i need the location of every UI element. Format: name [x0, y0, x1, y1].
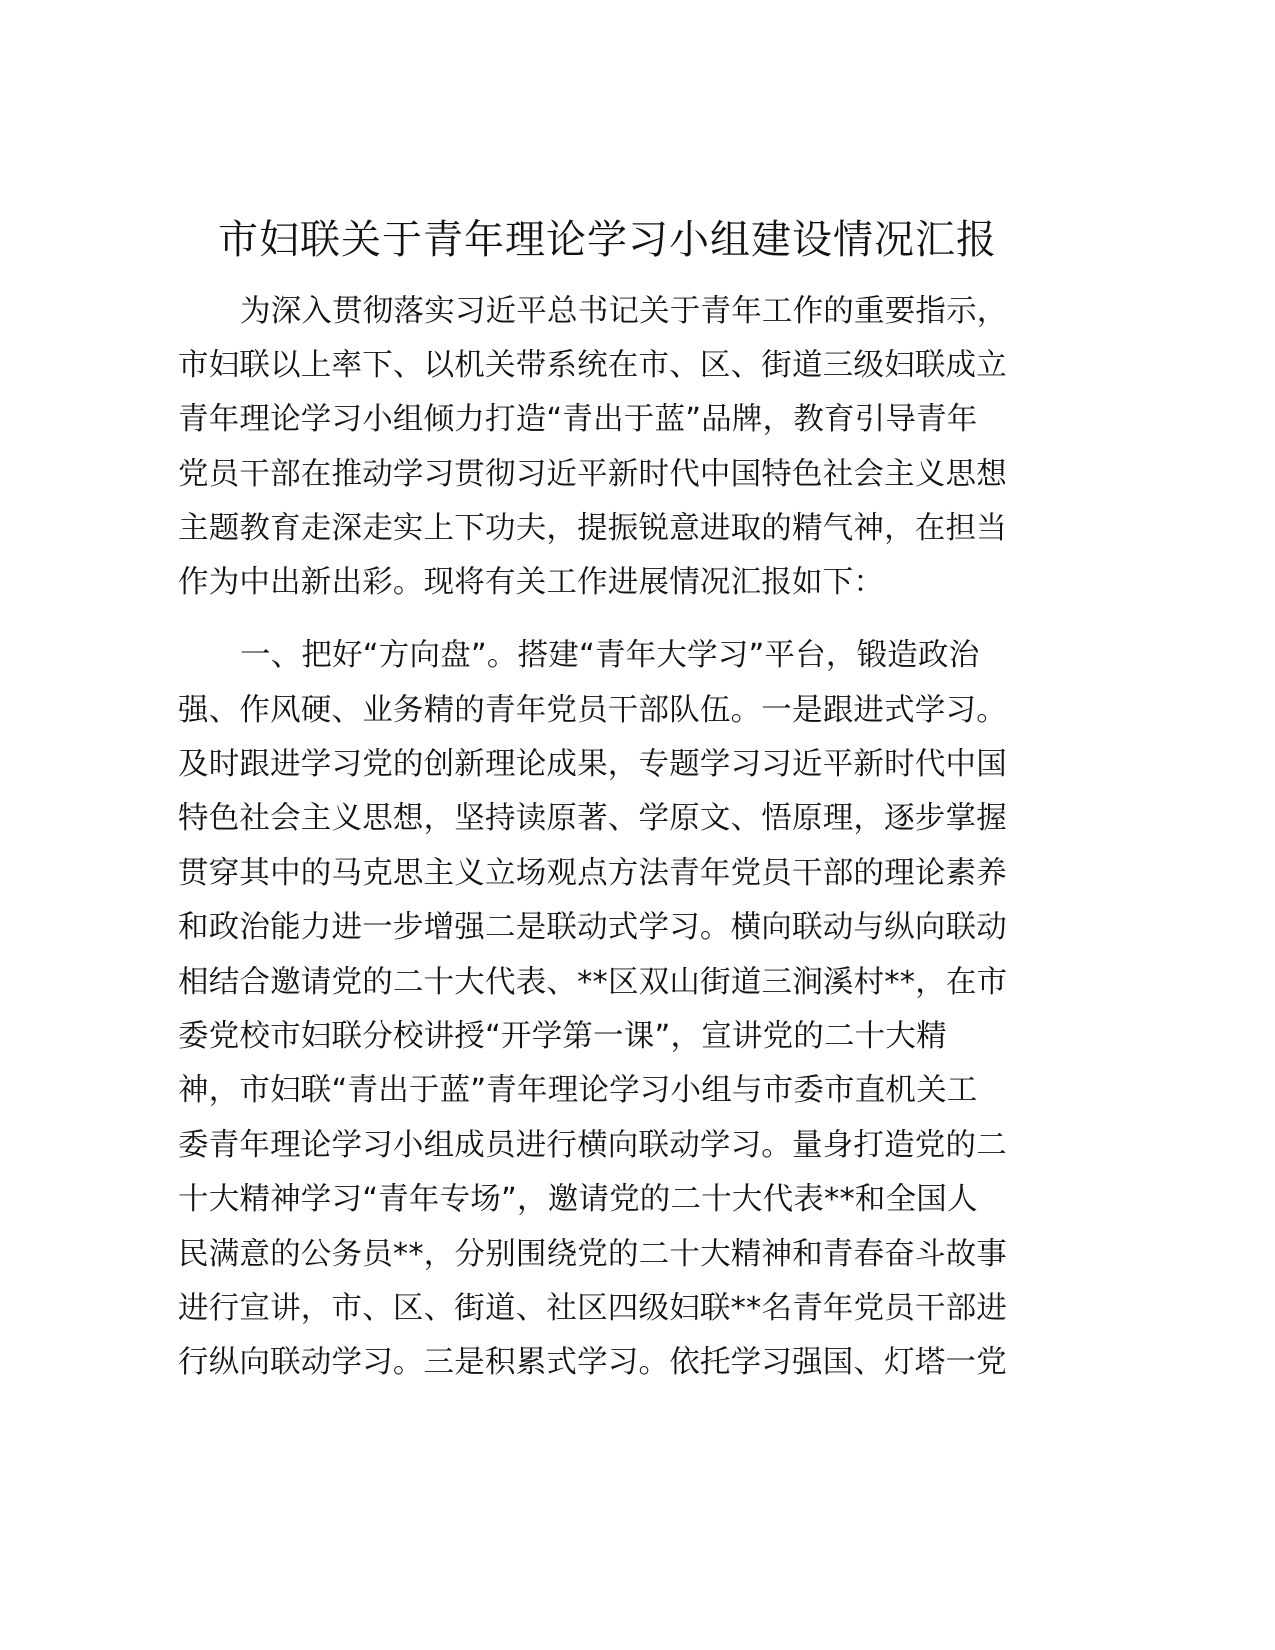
paragraph-line: 强、作风硬、业务精的青年党员干部队伍。一是跟进式学习。	[178, 693, 1007, 728]
paragraph-line: 为深入贯彻落实习近平总书记关于青年工作的重要指示，	[240, 294, 1008, 329]
paragraph-line: 委党校市妇联分校讲授“开学第一课”，宣讲党的二十大精	[178, 1019, 947, 1054]
paragraph-line: 和政治能力进一步增强二是联动式学习。横向联动与纵向联动	[178, 910, 1007, 945]
paragraph-line: 进行宣讲，市、区、街道、社区四级妇联**名青年党员干部进	[178, 1291, 1008, 1326]
paragraph-line: 神，市妇联“青出于蓝”青年理论学习小组与市委市直机关工	[178, 1073, 978, 1108]
paragraph-line: 青年理论学习小组倾力打造“青出于蓝”品牌，教育引导青年	[178, 402, 978, 437]
paragraph-line: 行纵向联动学习。三是积累式学习。依托学习强国、灯塔一党	[178, 1345, 1007, 1380]
paragraph-line: 相结合邀请党的二十大代表、**区双山街道三涧溪村**，在市	[178, 965, 1008, 1000]
paragraph-line: 市妇联以上率下、以机关带系统在市、区、街道三级妇联成立	[178, 348, 1007, 383]
paragraph-line: 主题教育走深走实上下功夫，提振锐意进取的精气神，在担当	[178, 511, 1007, 546]
paragraph-line: 特色社会主义思想，坚持读原著、学原文、悟原理，逐步掌握	[178, 801, 1007, 836]
paragraph-line: 作为中出新出彩。现将有关工作进展情况汇报如下：	[178, 565, 885, 600]
paragraph-line: 党员干部在推动学习贯彻习近平新时代中国特色社会主义思想	[178, 457, 1007, 492]
paragraph-line: 及时跟进学习党的创新理论成果，专题学习习近平新时代中国	[178, 747, 1007, 782]
paragraph-line: 十大精神学习“青年专场”，邀请党的二十大代表**和全国人	[178, 1182, 978, 1217]
paragraph-line: 一、把好“方向盘”。搭建“青年大学习”平台，锻造政治	[240, 638, 980, 673]
paragraph-line: 民满意的公务员**，分别围绕党的二十大精神和青春奋斗故事	[178, 1237, 1008, 1272]
paragraph-line: 贯穿其中的马克思主义立场观点方法青年党员干部的理论素养	[178, 856, 1007, 891]
document-title: 市妇联关于青年理论学习小组建设情况汇报	[218, 217, 997, 263]
paragraph-line: 委青年理论学习小组成员进行横向联动学习。量身打造党的二	[178, 1128, 1007, 1163]
